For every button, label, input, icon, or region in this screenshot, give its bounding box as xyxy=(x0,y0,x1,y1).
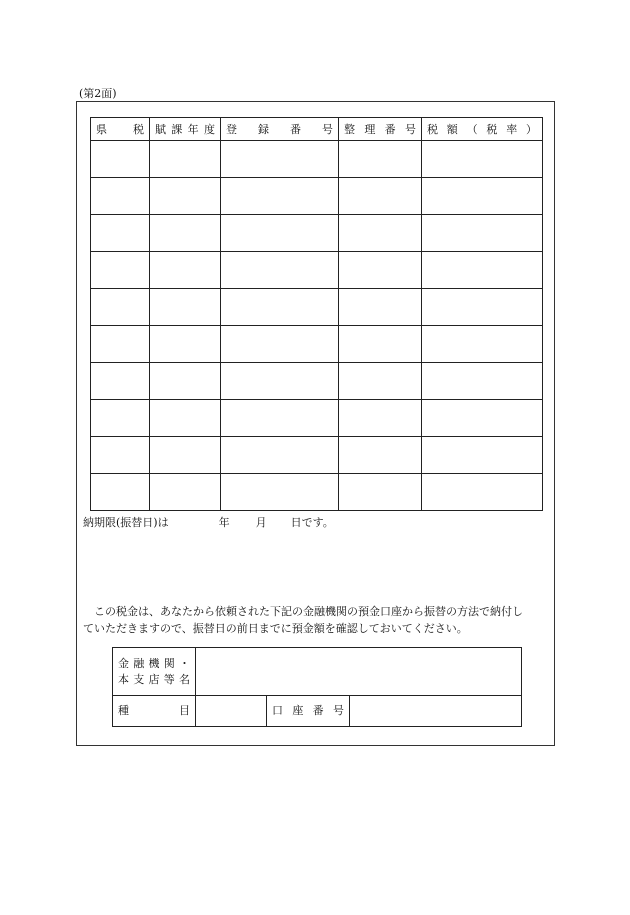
header-tax-amount: 税額（税率） xyxy=(422,118,543,141)
tax-table-row xyxy=(91,363,543,400)
type-label-cell: 種 目 xyxy=(113,696,196,727)
tax-table-cell xyxy=(150,289,221,326)
tax-table xyxy=(90,117,543,511)
tax-table-row xyxy=(91,400,543,437)
tax-table-cell xyxy=(150,326,221,363)
deadline-prefix: 納期限(振替日)は xyxy=(83,516,169,529)
tax-table-row xyxy=(91,141,543,178)
tax-table-cell xyxy=(422,474,543,511)
tax-table-cell xyxy=(422,215,543,252)
institution-label-cell xyxy=(113,648,196,696)
header-reference-number: 整理番号 xyxy=(339,118,422,141)
tax-table-cell xyxy=(91,437,150,474)
bank-row-institution xyxy=(113,648,522,696)
tax-table-cell xyxy=(91,289,150,326)
tax-table-cell xyxy=(91,252,150,289)
tax-table-cell xyxy=(339,215,422,252)
notice-line-2: ていただきますので、振替日の前日までに預金額を確認しておいてください。 xyxy=(83,622,468,635)
tax-table-cell xyxy=(150,363,221,400)
tax-table-cell xyxy=(422,363,543,400)
tax-table-row xyxy=(91,474,543,511)
tax-table-cell xyxy=(339,363,422,400)
tax-table-cell xyxy=(91,215,150,252)
tax-table-cell xyxy=(221,289,339,326)
deadline-year: 年 xyxy=(218,516,230,529)
tax-table-cell xyxy=(422,437,543,474)
deadline-line xyxy=(83,514,334,530)
tax-table-cell xyxy=(339,252,422,289)
tax-table-cell xyxy=(339,289,422,326)
tax-table-row xyxy=(91,326,543,363)
tax-table-cell xyxy=(150,400,221,437)
tax-table-cell xyxy=(422,252,543,289)
tax-table-cell xyxy=(221,178,339,215)
tax-table-cell xyxy=(91,474,150,511)
tax-table-row xyxy=(91,215,543,252)
account-label-cell: 口座番号 xyxy=(267,696,350,727)
direct-debit-notice xyxy=(83,603,553,637)
institution-value-cell xyxy=(196,648,522,696)
tax-table-cell xyxy=(91,178,150,215)
deadline-month: 月 xyxy=(255,516,267,529)
tax-table-cell xyxy=(221,400,339,437)
tax-table-cell xyxy=(422,178,543,215)
tax-table-row xyxy=(91,178,543,215)
bank-row-account xyxy=(113,696,522,727)
type-value-cell xyxy=(196,696,267,727)
tax-table-cell xyxy=(150,252,221,289)
tax-table-cell xyxy=(221,474,339,511)
tax-table-cell xyxy=(422,400,543,437)
tax-table-cell xyxy=(221,252,339,289)
tax-table-header-row xyxy=(91,118,543,141)
tax-table-cell xyxy=(150,178,221,215)
header-prefectural-tax: 県 税 xyxy=(91,118,150,141)
tax-table-cell xyxy=(150,141,221,178)
page-label: (第2面) xyxy=(79,87,117,100)
tax-table-cell xyxy=(221,141,339,178)
tax-table-cell xyxy=(339,437,422,474)
tax-table-cell xyxy=(422,141,543,178)
notice-line-1: この税金は、あなたから依頼された下記の金融機関の預金口座から振替の方法で納付し xyxy=(83,605,523,618)
tax-table-cell xyxy=(339,400,422,437)
tax-table-row xyxy=(91,289,543,326)
tax-table-cell xyxy=(150,437,221,474)
tax-table-cell xyxy=(339,141,422,178)
institution-label-line2: 本支店等名 xyxy=(118,672,190,686)
tax-table-cell xyxy=(91,400,150,437)
tax-table-cell xyxy=(221,437,339,474)
header-assessment-year: 賦課年度 xyxy=(150,118,221,141)
tax-table-cell xyxy=(150,474,221,511)
tax-table-row xyxy=(91,252,543,289)
tax-table-cell xyxy=(339,474,422,511)
tax-table-cell xyxy=(339,178,422,215)
tax-table-cell xyxy=(422,289,543,326)
deadline-day: 日です。 xyxy=(290,516,334,529)
tax-table-cell xyxy=(91,363,150,400)
institution-label-line1: 金融機関・ xyxy=(118,656,190,670)
account-value-cell xyxy=(350,696,522,727)
bank-table xyxy=(112,647,522,727)
tax-table-cell xyxy=(150,215,221,252)
header-registration-number: 登 録 番 号 xyxy=(221,118,339,141)
tax-table-cell xyxy=(422,326,543,363)
form-frame xyxy=(76,101,555,746)
tax-table-cell xyxy=(221,363,339,400)
tax-table-row xyxy=(91,437,543,474)
tax-table-cell xyxy=(339,326,422,363)
tax-table-cell xyxy=(221,326,339,363)
tax-table-cell xyxy=(91,326,150,363)
tax-table-cell xyxy=(91,141,150,178)
tax-table-cell xyxy=(221,215,339,252)
